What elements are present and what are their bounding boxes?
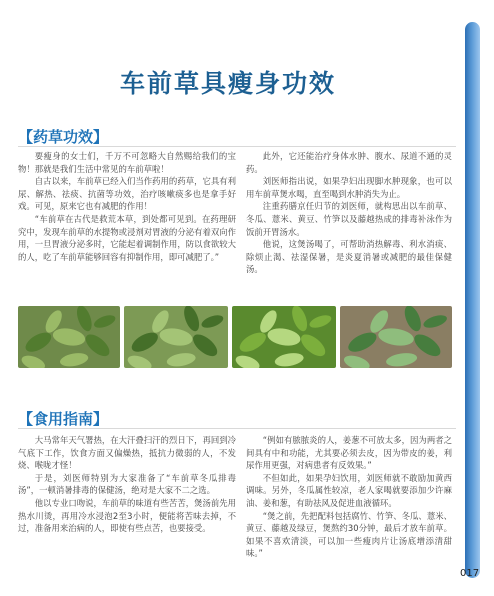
section1-left-column [18, 150, 236, 263]
paragraph: 于是，刘医师特别为大家准备了“车前草冬瓜排毒汤”，一顿消暑排毒的保健汤，绝对是大家不二之选。 [18, 472, 236, 496]
section-divider [18, 146, 456, 147]
plantain-photo-3 [232, 306, 336, 368]
paragraph: “车前草在古代是救荒本草，到处都可见到。在药理研究中，发现车前草的水提物或浸剂对胃液的分泌有着双向作用，一旦胃液分泌多时，它能起着调制作用，防以食欲较大的人，吃了车前草能够回容有抑制作用，即可减肥了。” [18, 213, 236, 262]
plantain-leaves-icon [124, 306, 228, 368]
paragraph: 此外，它还能治疗身体水肿、腹水、尿道不通的灵药。 [246, 151, 452, 174]
paragraph: 自古以来，车前草已经入们当作药用的药草，它具有利尿、解热、祛痰、抗菌等功效，治疗咳嗽痰多也是拿手好戏。可见，原来它也有减肥的作用！ [18, 176, 236, 212]
page-title: 车前草具瘦身功效 [119, 69, 336, 98]
paragraph: “煲之前，先把配料包括腐竹、竹笋、冬瓜、薏米、黄豆、藤越及绿豆，煲熬约30分钟，最后才放车前草。如果不喜欢清淡，可以加一些瘦肉片让汤底增添清甜味。” [246, 510, 452, 559]
paragraph: 不但如此，如果孕妇饮用，刘医师就不敢励加黄西调味。另外，冬瓜属性较凉，老人家喝就要添加少许麻油、姜和葱，有助祛风及促进血液循环。 [246, 472, 452, 508]
paragraph: 注重药膳京任归节的刘医师，就构思出以车前草、冬瓜、薏米、黄豆、竹笋以及藤越热成的排毒补泳作为饭前开胃汤水。 [246, 201, 452, 237]
paragraph: 大马常年天气署热，在大汗叠扫汗的烈日下，再回到冷气底下工作，饮食方面又偏燥热，抵抗力微弱的人，不发烧、喉咙才怪！ [18, 435, 236, 471]
plantain-leaves-icon [232, 306, 336, 368]
section1-right-column [246, 150, 452, 276]
section-divider [18, 428, 456, 429]
chapter-tab-bar [465, 22, 480, 578]
plantain-leaves-icon [340, 306, 452, 368]
plantain-photo-4 [340, 306, 452, 368]
paragraph: 刘医师指出说，如果孕妇出现脚水肿现象，也可以用车前草煲水喝，直至喝到水肿消失为止。 [246, 176, 452, 199]
paragraph: “例如有脓脓炎的人，姜葱不可放太多，因为两者之间具有中和功能，尤其要必须去皮，因为带皮的姜，利尿作用更强，对病患者有反效果。” [246, 435, 452, 471]
plantain-leaves-icon [18, 306, 120, 368]
plantain-photo-1 [18, 306, 120, 368]
paragraph: 他说，这煲汤喝了，可帮助消热解毒、利水消痰、除烦止渴、祛湿保暑，是炎夏消暑或减肥的最佳保健汤。 [246, 239, 452, 275]
paragraph: 他以专业口吻说，车前草的味道有些苦苦，煲汤前先用热水川烫，再用冷水浸泡2至3小时，便能将苦味去掉，不过，准备用来治病的人，即使有些点苦，也要接受。 [18, 497, 236, 534]
plantain-photo-2 [124, 306, 228, 368]
paragraph: 要瘦身的女士们，千万不可忽略大自然赐给我们的宝物！那就是我们生活中常见的车前草啦！ [18, 151, 236, 174]
page-number: 017 [460, 568, 480, 579]
section2-left-column [18, 434, 236, 535]
section2-right-column [246, 434, 452, 560]
section-heading-eating-guide: 【食用指南】 [18, 410, 109, 428]
section-heading-herb-effects: 【药草功效】 [18, 128, 109, 146]
